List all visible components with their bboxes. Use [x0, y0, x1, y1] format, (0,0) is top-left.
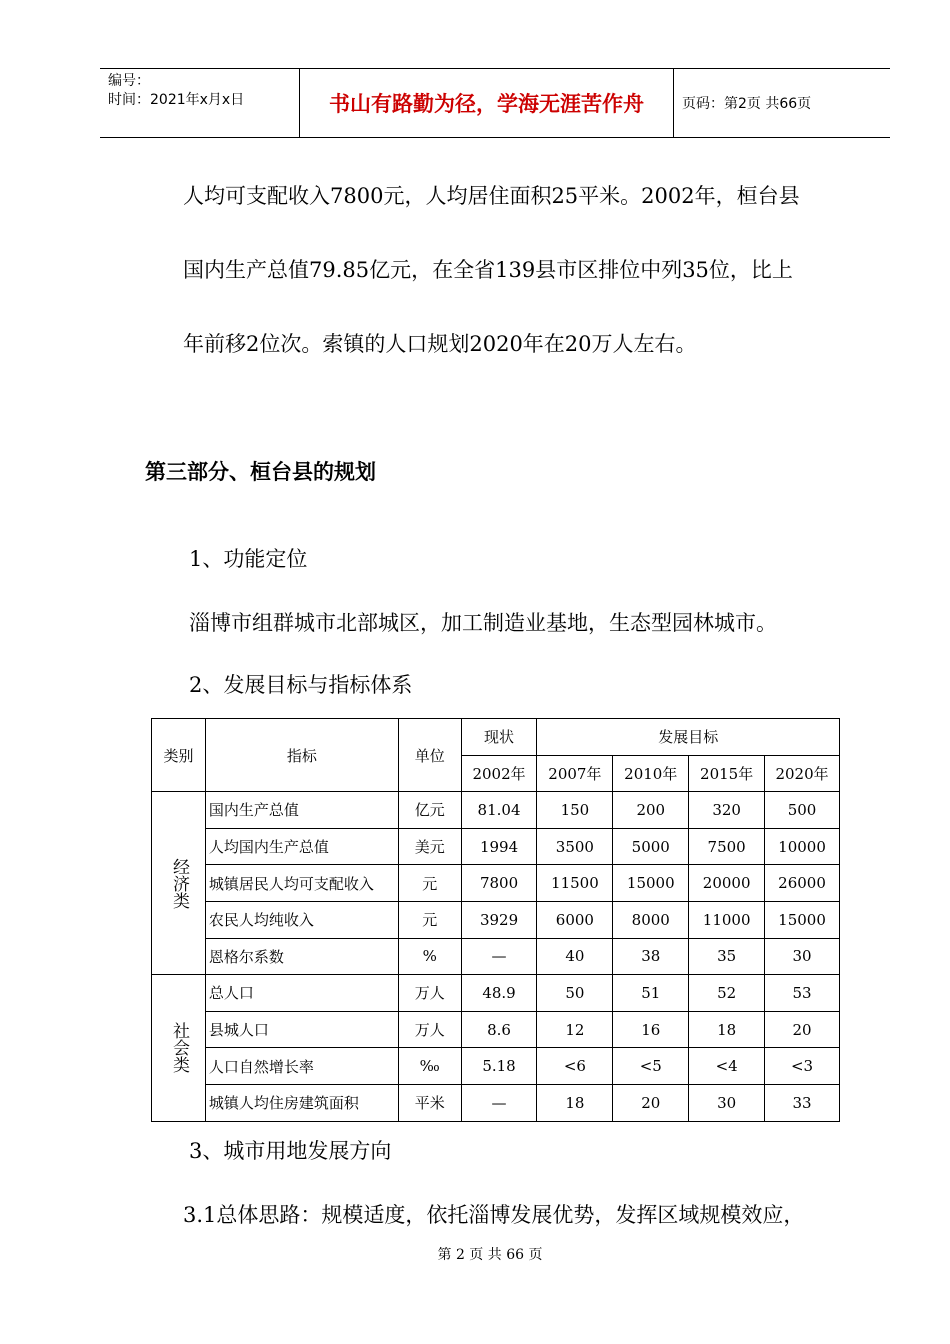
table-row [152, 938, 840, 975]
table-row [152, 792, 840, 829]
indicator-cell: 县城人口 [205, 1011, 398, 1048]
page-footer: 第 2 页 共 66 页 [437, 1247, 543, 1263]
indicator-cell: 总人口 [205, 975, 398, 1012]
value-cell: 20 [613, 1084, 689, 1121]
value-cell: <4 [689, 1048, 765, 1085]
header-year: 2010年 [613, 755, 689, 792]
header-year: 2015年 [689, 755, 765, 792]
header-meta [100, 69, 300, 137]
indicator-cell: 城镇人均住房建筑面积 [205, 1084, 398, 1121]
table-row [152, 901, 840, 938]
item3-title: 3、城市用地发展方向 [189, 1139, 392, 1163]
value-cell: 200 [613, 792, 689, 829]
unit-cell: 元 [398, 901, 461, 938]
category-label: 社会类 [168, 1022, 189, 1074]
value-cell: 500 [765, 792, 840, 829]
header-category: 类别 [152, 719, 206, 792]
value-cell: 5000 [613, 828, 689, 865]
value-cell: 12 [537, 1011, 613, 1048]
table-row [152, 975, 840, 1012]
paragraph-line-1: 人均可支配收入7800元，人均居住面积25平米。2002年，桓台县 [183, 184, 800, 208]
header-year: 2002年 [461, 755, 537, 792]
value-cell: 15000 [765, 901, 840, 938]
value-cell: 18 [537, 1084, 613, 1121]
section-heading: 第三部分、桓台县的规划 [145, 460, 376, 484]
value-cell: 18 [689, 1011, 765, 1048]
category-label: 经济类 [168, 857, 189, 909]
value-cell: 50 [537, 975, 613, 1012]
value-cell: 15000 [613, 865, 689, 902]
unit-cell: 美元 [398, 828, 461, 865]
value-cell: 20000 [689, 865, 765, 902]
value-cell: <5 [613, 1048, 689, 1085]
value-cell: 5.18 [461, 1048, 537, 1085]
value-cell: 30 [765, 938, 840, 975]
indicator-cell: 农民人均纯收入 [205, 901, 398, 938]
value-cell: 48.9 [461, 975, 537, 1012]
value-cell: — [461, 1084, 537, 1121]
header-unit: 单位 [398, 719, 461, 792]
value-cell: 1994 [461, 828, 537, 865]
value-cell: 10000 [765, 828, 840, 865]
value-cell: 40 [537, 938, 613, 975]
indicator-cell: 恩格尔系数 [205, 938, 398, 975]
header-motto: 书山有路勤为径，学海无涯苦作舟 [300, 69, 674, 137]
category-cell [152, 792, 206, 975]
indicator-cell: 人均国内生产总值 [205, 828, 398, 865]
value-cell: 6000 [537, 901, 613, 938]
paragraph-line-3: 年前移2位次。索镇的人口规划2020年在20万人左右。 [183, 332, 697, 356]
header-page-info: 页码：第2页 共66页 [682, 96, 812, 112]
item2-title: 2、发展目标与指标体系 [189, 673, 413, 697]
value-cell: — [461, 938, 537, 975]
unit-cell: 平米 [398, 1084, 461, 1121]
unit-cell: 万人 [398, 975, 461, 1012]
value-cell: 3929 [461, 901, 537, 938]
value-cell: 20 [765, 1011, 840, 1048]
header-year: 2007年 [537, 755, 613, 792]
indicator-cell: 人口自然增长率 [205, 1048, 398, 1085]
header-number: 编号： [108, 73, 150, 89]
value-cell: 26000 [765, 865, 840, 902]
value-cell: 51 [613, 975, 689, 1012]
value-cell: 150 [537, 792, 613, 829]
value-cell: 3500 [537, 828, 613, 865]
value-cell: 7500 [689, 828, 765, 865]
header-date: 时间：2021年x月x日 [108, 92, 245, 108]
table-row [152, 865, 840, 902]
header-target: 发展目标 [537, 719, 840, 756]
page-header [100, 68, 890, 138]
value-cell: 11500 [537, 865, 613, 902]
header-year: 2020年 [765, 755, 840, 792]
table-row [152, 828, 840, 865]
indicator-table [151, 718, 840, 1122]
value-cell: 11000 [689, 901, 765, 938]
value-cell: 8000 [613, 901, 689, 938]
value-cell: 16 [613, 1011, 689, 1048]
unit-cell: 万人 [398, 1011, 461, 1048]
value-cell: 320 [689, 792, 765, 829]
header-current: 现状 [461, 719, 537, 756]
unit-cell: % [398, 938, 461, 975]
indicator-cell: 城镇居民人均可支配收入 [205, 865, 398, 902]
value-cell: 81.04 [461, 792, 537, 829]
item1-title: 1、功能定位 [189, 547, 308, 571]
value-cell: 33 [765, 1084, 840, 1121]
header-indicator: 指标 [205, 719, 398, 792]
paragraph-line-2: 国内生产总值79.85亿元，在全省139县市区排位中列35位，比上 [183, 258, 793, 282]
unit-cell: ‰ [398, 1048, 461, 1085]
value-cell: 35 [689, 938, 765, 975]
category-cell [152, 975, 206, 1121]
value-cell: <3 [765, 1048, 840, 1085]
unit-cell: 亿元 [398, 792, 461, 829]
item3-1-text: 3.1总体思路：规模适度，依托淄博发展优势，发挥区域规模效应， [183, 1203, 805, 1227]
value-cell: 7800 [461, 865, 537, 902]
value-cell: 52 [689, 975, 765, 1012]
value-cell: <6 [537, 1048, 613, 1085]
value-cell: 53 [765, 975, 840, 1012]
value-cell: 38 [613, 938, 689, 975]
item1-text: 淄博市组群城市北部城区，加工制造业基地，生态型园林城市。 [189, 611, 777, 635]
table-row [152, 1084, 840, 1121]
unit-cell: 元 [398, 865, 461, 902]
value-cell: 30 [689, 1084, 765, 1121]
indicator-cell: 国内生产总值 [205, 792, 398, 829]
value-cell: 8.6 [461, 1011, 537, 1048]
table-row [152, 1011, 840, 1048]
table-row [152, 1048, 840, 1085]
